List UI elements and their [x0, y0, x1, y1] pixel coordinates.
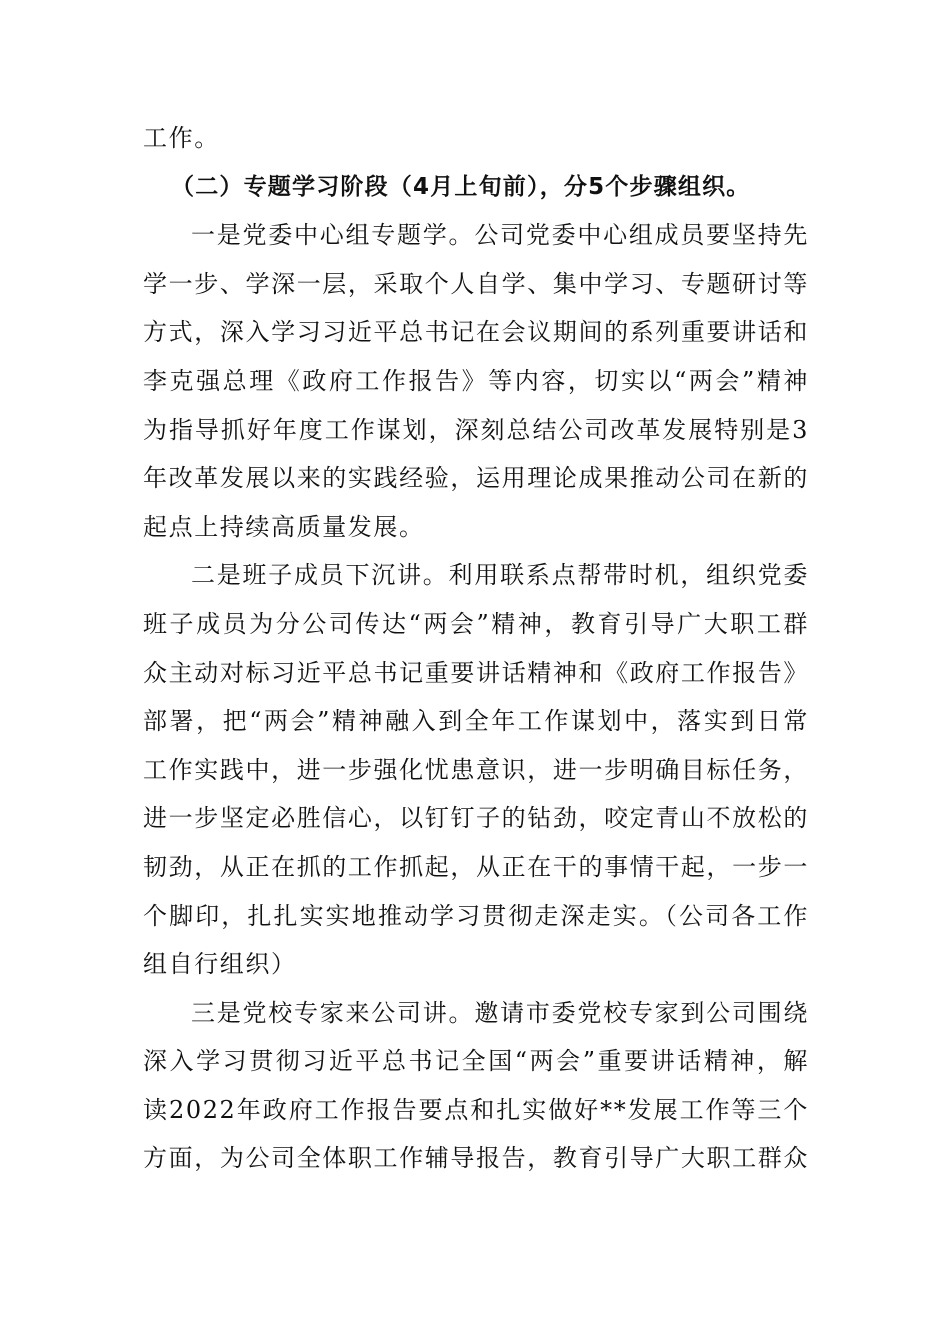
text-line: 众主动对标习近平总书记重要讲话精神和《政府工作报告》	[143, 658, 809, 687]
text-line: 工作。	[143, 124, 220, 152]
paragraph-first-line: 三是党校专家来公司讲。邀请市委党校专家到公司围绕	[191, 998, 809, 1027]
text-line: 班子成员为分公司传达“两会”精神，教育引导广大职工群	[143, 609, 809, 638]
text-line: 韧劲，从正在抓的工作抓起，从正在干的事情干起，一步一	[143, 852, 809, 881]
text-line: 读2022年政府工作报告要点和扎实做好**发展工作等三个	[143, 1095, 809, 1124]
text-line: 工作实践中，进一步强化忧患意识，进一步明确目标任务，	[143, 755, 809, 784]
section-heading: （二）专题学习阶段（4月上旬前），分5个步骤组织。	[171, 173, 751, 200]
text-line: 学一步、学深一层，采取个人自学、集中学习、专题研讨等	[143, 269, 809, 298]
text-line: 组自行组织）	[143, 950, 297, 979]
text-line: 起点上持续高质量发展。	[143, 512, 425, 541]
text-line: 年改革发展以来的实践经验，运用理论成果推动公司在新的	[143, 464, 809, 493]
text-line: 李克强总理《政府工作报告》等内容，切实以“两会”精神	[143, 366, 809, 395]
text-line: 为指导抓好年度工作谋划，深刻总结公司改革发展特别是3	[143, 415, 809, 444]
text-line: 深入学习贯彻习近平总书记全国“两会”重要讲话精神，解	[143, 1047, 809, 1076]
text-line: 个脚印，扎扎实实地推动学习贯彻走深走实。（公司各工作	[143, 901, 809, 930]
text-line: 方面，为公司全体职工作辅导报告，教育引导广大职工群众	[143, 1144, 809, 1173]
document-body	[143, 114, 809, 1183]
paragraph-first-line: 二是班子成员下沉讲。利用联系点帮带时机，组织党委	[191, 561, 809, 590]
text-line: 方式，深入学习习近平总书记在会议期间的系列重要讲话和	[143, 318, 809, 347]
text-line: 进一步坚定必胜信心，以钉钉子的钻劲，咬定青山不放松的	[143, 804, 809, 833]
paragraph-first-line: 一是党委中心组专题学。公司党委中心组成员要坚持先	[191, 221, 809, 250]
text-line: 部署，把“两会”精神融入到全年工作谋划中，落实到日常	[143, 707, 809, 736]
